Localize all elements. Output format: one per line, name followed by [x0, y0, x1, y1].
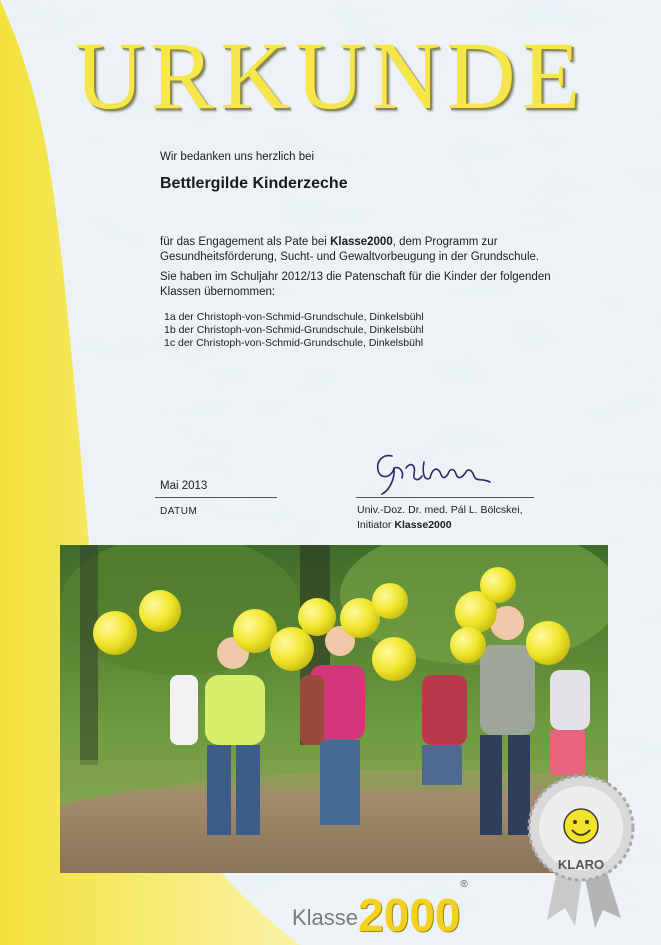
signer-role-brand: Klasse2000 [394, 519, 452, 531]
sponsorship-paragraph: Sie haben im Schuljahr 2012/13 die Patenschaft für die Kinder der folgenden Klassen übernommen: [160, 271, 551, 298]
klasse2000-logo [292, 879, 468, 941]
signer-role [357, 518, 523, 533]
class-item: 1a der Christoph-von-Schmid-Grundschule, Dinkelsbühl [164, 311, 424, 323]
signer-name: Univ.-Doz. Dr. med. Pál L. Bölcskei, [357, 504, 523, 516]
date-value: Mai 2013 [160, 480, 208, 492]
date-line [155, 497, 277, 498]
intro-text: Wir bedanken uns herzlich bei [160, 151, 315, 163]
logo-word: Klasse [292, 905, 359, 930]
signature-line [356, 497, 534, 498]
signer-caption [357, 503, 523, 533]
logo-number: 2000 [358, 889, 461, 941]
paragraph1-post: , dem Programm zur Gesundheitsförderung, Sucht- und Gewaltvorbeugung in der Grundschule. [160, 236, 540, 263]
certificate-title: URKUNDE [74, 22, 587, 129]
logo-registered-mark: ® [460, 879, 468, 890]
signature [370, 448, 510, 498]
engagement-paragraph [160, 235, 590, 265]
class-item: 1b der Christoph-von-Schmid-Grundschule, Dinkelsbühl [164, 324, 424, 336]
class-item: 1c der Christoph-von-Schmid-Grundschule, Dinkelsbühl [164, 337, 424, 349]
paragraph1-brand: Klasse2000 [330, 236, 393, 248]
paragraph1-pre: für das Engagement als Pate bei [160, 236, 331, 248]
class-list [164, 311, 424, 350]
recipient-name: Bettlergilde Kinderzeche [160, 175, 348, 192]
date-label: DATUM [160, 506, 198, 517]
klaro-seal [517, 770, 647, 930]
seal-text: KLARO [557, 857, 605, 872]
signer-role-pre: Initiator [357, 519, 395, 531]
